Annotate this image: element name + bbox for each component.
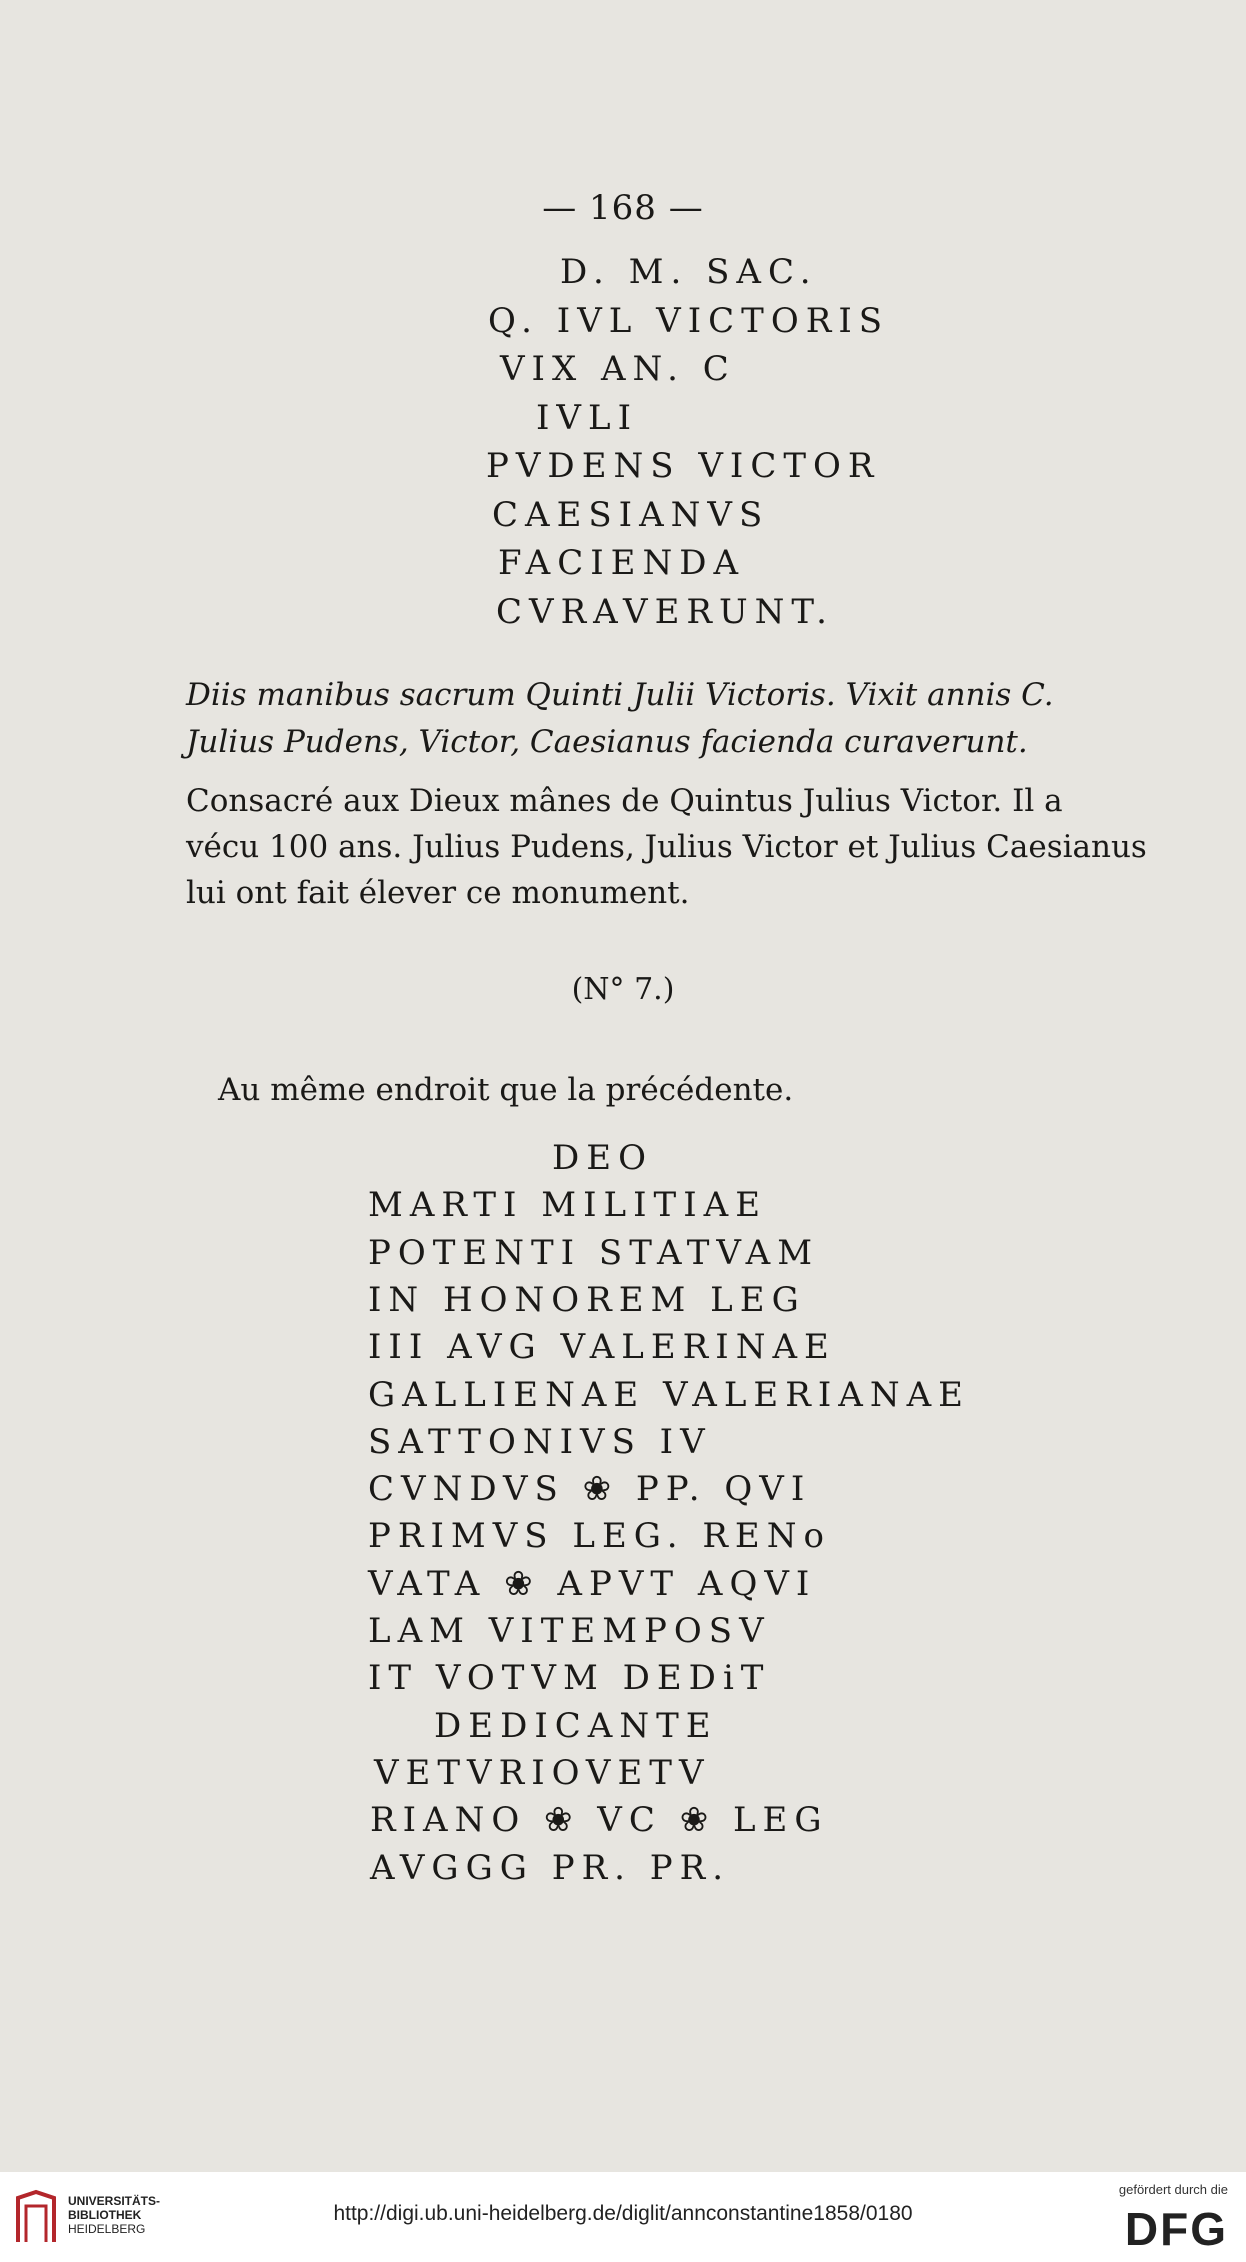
latin-line: Julius Pudens, Victor, Caesianus facienda curaverunt. [186, 724, 1028, 760]
footer-bar [0, 2172, 1246, 2262]
latin-line: Diis manibus sacrum Quinti Julii Victoris. Vixit annis C. [186, 677, 1054, 713]
library-name-line: BIBLIOTHEK [68, 2208, 142, 2222]
library-name-line: UNIVERSITÄTS- [68, 2194, 161, 2208]
intro-text: Au même endroit que la précédente. [218, 1072, 794, 1108]
inscription-line: CVRAVERUNT. [496, 591, 834, 632]
inscription-line: VATA ❀ APVT AQVI [368, 1563, 817, 1604]
inscription-line: DEDICANTE [434, 1705, 718, 1746]
inscription-line: IN HONOREM LEG [368, 1279, 806, 1320]
french-line: vécu 100 ans. Julius Pudens, Julius Victor et Julius Caesianus [186, 829, 1147, 865]
inscription-line: IVLI [536, 397, 638, 438]
inscription-line: PVDENS VICTOR [486, 446, 881, 486]
inscription-line: VETVRIOVETV [374, 1752, 711, 1793]
page-number: — 168 — [542, 188, 704, 228]
inscription-line: FACIENDA [498, 543, 746, 583]
inscription-line: POTENTI STATVAM [368, 1232, 820, 1273]
inscription-line: III AVG VALERINAE [368, 1327, 836, 1368]
inscription-number: (N° 7.) [571, 972, 675, 1007]
inscription-line: MARTI MILITIAE [368, 1185, 768, 1226]
french-line: Consacré aux Dieux mânes de Quintus Julius Victor. Il a [186, 783, 1063, 819]
french-line: lui ont fait élever ce monument. [186, 875, 690, 911]
inscription-line: CAESIANVS [492, 494, 770, 535]
library-name-line: HEIDELBERG [68, 2222, 146, 2236]
inscription-line: AVGGG PR. PR. [370, 1847, 731, 1888]
inscription-line: CVNDVS ❀ PP. QVI [368, 1469, 812, 1510]
inscription-line: IT VOTVM DEDiT [368, 1658, 771, 1699]
inscription-line: DEO [552, 1138, 653, 1178]
inscription-line: SATTONIVS IV [368, 1421, 712, 1462]
permalink[interactable]: http://digi.ub.uni-heidelberg.de/diglit/annconstantine1858/0180 [333, 2202, 913, 2225]
latin-translation [186, 672, 1162, 766]
inscription-line: RIANO ❀ VC ❀ LEG [370, 1800, 829, 1841]
inscription-line: PRIMVS LEG. RENo [368, 1516, 831, 1557]
inscription-line: D. M. SAC. [560, 252, 818, 292]
inscription-line: LAM VITEMPOSV [368, 1611, 771, 1651]
dfg-logo: DFG [1124, 2203, 1228, 2255]
inscription-line: VIX AN. C [500, 349, 736, 389]
french-translation [186, 778, 1166, 916]
inscription-line: GALLIENAE VALERIANAE [368, 1374, 970, 1415]
inscription-line: Q. IVL VICTORIS [488, 300, 890, 341]
sponsor-note: gefördert durch die [1118, 2182, 1228, 2197]
